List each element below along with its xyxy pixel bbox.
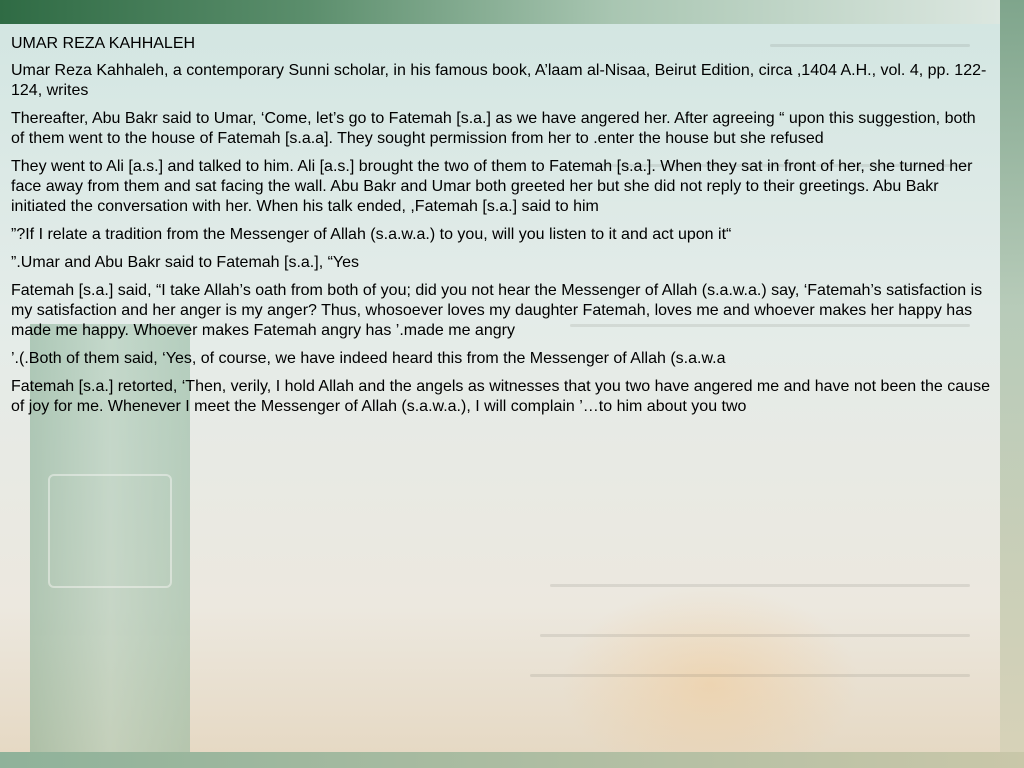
paragraph-visit: Thereafter, Abu Bakr said to Umar, ‘Come, let’s go to Fatemah [s.a.] as we have angered her. After agreeing “ upon this suggestion, both of them went to the house of Fatemah [s.a.a]. They sought permission from her to .enter the house but she refused <box>11 110 976 147</box>
paragraph-intro: Umar Reza Kahhaleh, a contemporary Sunni scholar, in his famous book, A’laam al-Nisaa, Beirut Edition, circa ,1404 A.H., vol. 4, pp. 122-124, writes <box>11 62 987 99</box>
slide-title: UMAR REZA KAHHALEH <box>11 35 196 52</box>
bottom-decorative-edge <box>0 752 1024 768</box>
paragraph-reply: ”.Umar and Abu Bakr said to Fatemah [s.a.], “Yes <box>11 254 360 271</box>
paragraph-question: ”?If I relate a tradition from the Messenger of Allah (s.a.w.a.) to you, will you listen to it and act upon it“ <box>11 226 732 243</box>
background-candle-glow <box>560 584 860 752</box>
background-script-line <box>530 674 970 677</box>
paragraph-meeting: They went to Ali [a.s.] and talked to him. Ali [a.s.] brought the two of them to Fatemah [s.a.]. When they sat in front of her, she turned her face away from them and sat facing the wall. Abu Bakr and Umar both greeted her but she did not reply to their greetings. Abu Bakr initiated the conversation with her. When his talk ended, ,Fatemah [s.a.] said to him <box>11 158 973 215</box>
right-decorative-edge <box>1000 0 1024 768</box>
top-decorative-strip <box>0 0 1024 24</box>
book-cover-emblem <box>48 474 172 588</box>
paragraph-confirmation: ’.(.Both of them said, ‘Yes, of course, we have indeed heard this from the Messenger of Allah (s.a.w.a <box>11 350 726 367</box>
paragraph-retort: Fatemah [s.a.] retorted, ‘Then, verily, I hold Allah and the angels as witnesses that you two have angered me and have not been the cause of joy for me. Whenever I meet the Messenger of Allah (s.a.w.a.), I will complain ’…to him about you two <box>11 378 990 415</box>
background-script-line <box>550 584 970 587</box>
slide-text-body <box>11 34 991 425</box>
paragraph-tradition: Fatemah [s.a.] said, “I take Allah’s oath from both of you; did you not hear the Messenger of Allah (s.a.w.a.) say, ‘Fatemah’s satisfaction is my satisfaction and her anger is my anger? Thus, whosoever loves my daughter Fatemah, loves me and whoever makes her happy has made me happy. Whoever makes Fatemah angry has ’.made me angry <box>11 282 983 339</box>
background-script-line <box>540 634 970 637</box>
